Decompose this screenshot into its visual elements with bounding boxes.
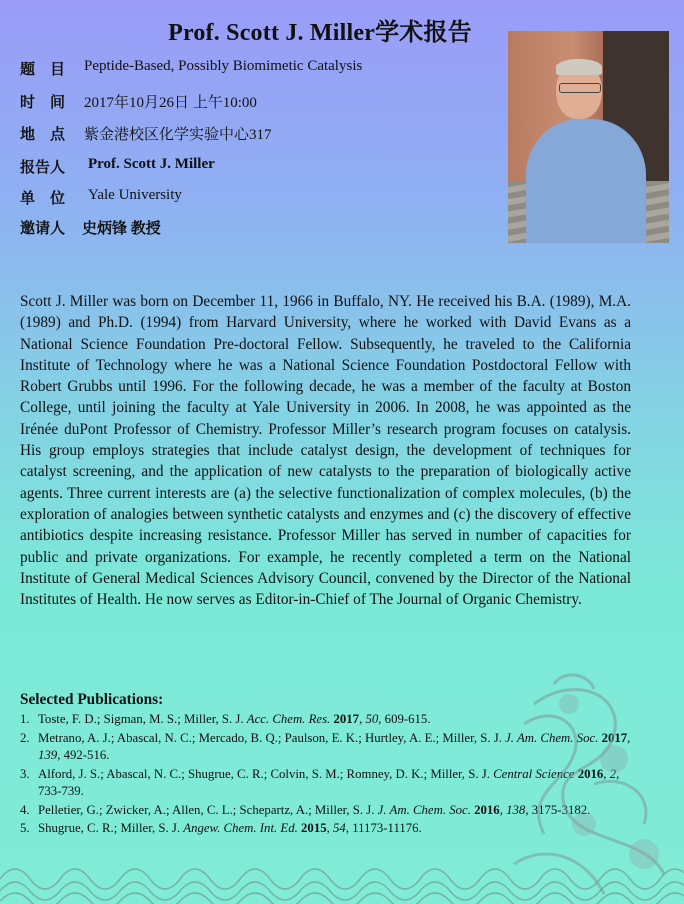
speaker-photo	[508, 31, 669, 243]
publication-item: 4. Pelletier, G.; Zwicker, A.; Allen, C. L.; Schepartz, A.; Miller, S. J. J. Am. Chem. Soc. 2016, 138, 3175-3182.	[20, 802, 591, 817]
time-label: 时 间	[20, 95, 66, 111]
speaker-label: 报告人	[20, 160, 66, 176]
publications-list	[20, 711, 638, 839]
topic-label: 题 目	[20, 62, 66, 78]
publications-title: Selected Publications:	[20, 691, 164, 708]
biography: Scott J. Miller was born on December 11, 1966 in Buffalo, NY. He received his B.A. (1989), M.A. (1989) and Ph.D. (1994) from Harvard University, where he worked with David Evans as a National Science Foundation Pre-doctoral Fellow. Subsequently, he traveled to the California Institute of Technology where he was a National Science Foundation Postdoctoral Fellow with Robert Grubbs until 1996. For the following decade, he was a member of the faculty at Boston College, until joining the faculty at Yale University in 2006. In 2008, he was appointed as the Irénée duPont Professor of Chemistry. Professor Miller’s research program focuses on catalysis. His group employs strategies that include catalyst design, the development of techniques for catalyst screening, and the application of new catalysts to the preparation of biologically active agents. Three current interests are (a) the selective functionalization of complex molecules, (b) the exploration of analogies between synthetic catalysts and enzymes and (c) the discovery of effective antibiotics despite increasing resistance. Professor Miller has served in number of capacities for public and private organizations. For example, he recently completed a term on the National Institute of General Medical Sciences Advisory Council, convened by the Director of the National Institutes of Health. He now serves as Editor-in-Chief of The Journal of Organic Chemistry.	[20, 293, 631, 609]
time-value: 2017年10月26日 上午10:00	[84, 95, 257, 111]
publication-item: 1. Toste, F. D.; Sigman, M. S.; Miller, S. J. Acc. Chem. Res. 2017, 50, 609-615.	[20, 712, 431, 726]
publication-item: 2. Metrano, A. J.; Abascal, N. C.; Mercado, B. Q.; Paulson, E. K.; Hurtley, A. E.; Miller, S. J. J. Am. Chem. Soc. 2017, 139, 492-516.	[20, 730, 631, 762]
page-title: Prof. Scott J. Miller学术报告	[168, 20, 472, 46]
place-value: 紫金港校区化学实验中心317	[84, 127, 272, 143]
wave-border	[0, 849, 684, 904]
speaker-value: Prof. Scott J. Miller	[88, 156, 215, 172]
inviter-value: 史炳锋 教授	[82, 221, 161, 237]
unit-value: Yale University	[88, 187, 182, 203]
place-label: 地 点	[20, 127, 66, 143]
topic-value: Peptide-Based, Possibly Biomimetic Catalysis	[84, 58, 363, 74]
publication-item: 5. Shugrue, C. R.; Miller, S. J. Angew. Chem. Int. Ed. 2015, 54, 11173-11176.	[20, 821, 422, 835]
publication-item: 3. Alford, J. S.; Abascal, N. C.; Shugrue, C. R.; Colvin, S. M.; Romney, D. K.; Miller, S. J. Central Science 2016, 2, 733-739.	[20, 766, 620, 798]
inviter-label: 邀请人	[20, 221, 66, 237]
unit-label: 单 位	[20, 191, 66, 207]
